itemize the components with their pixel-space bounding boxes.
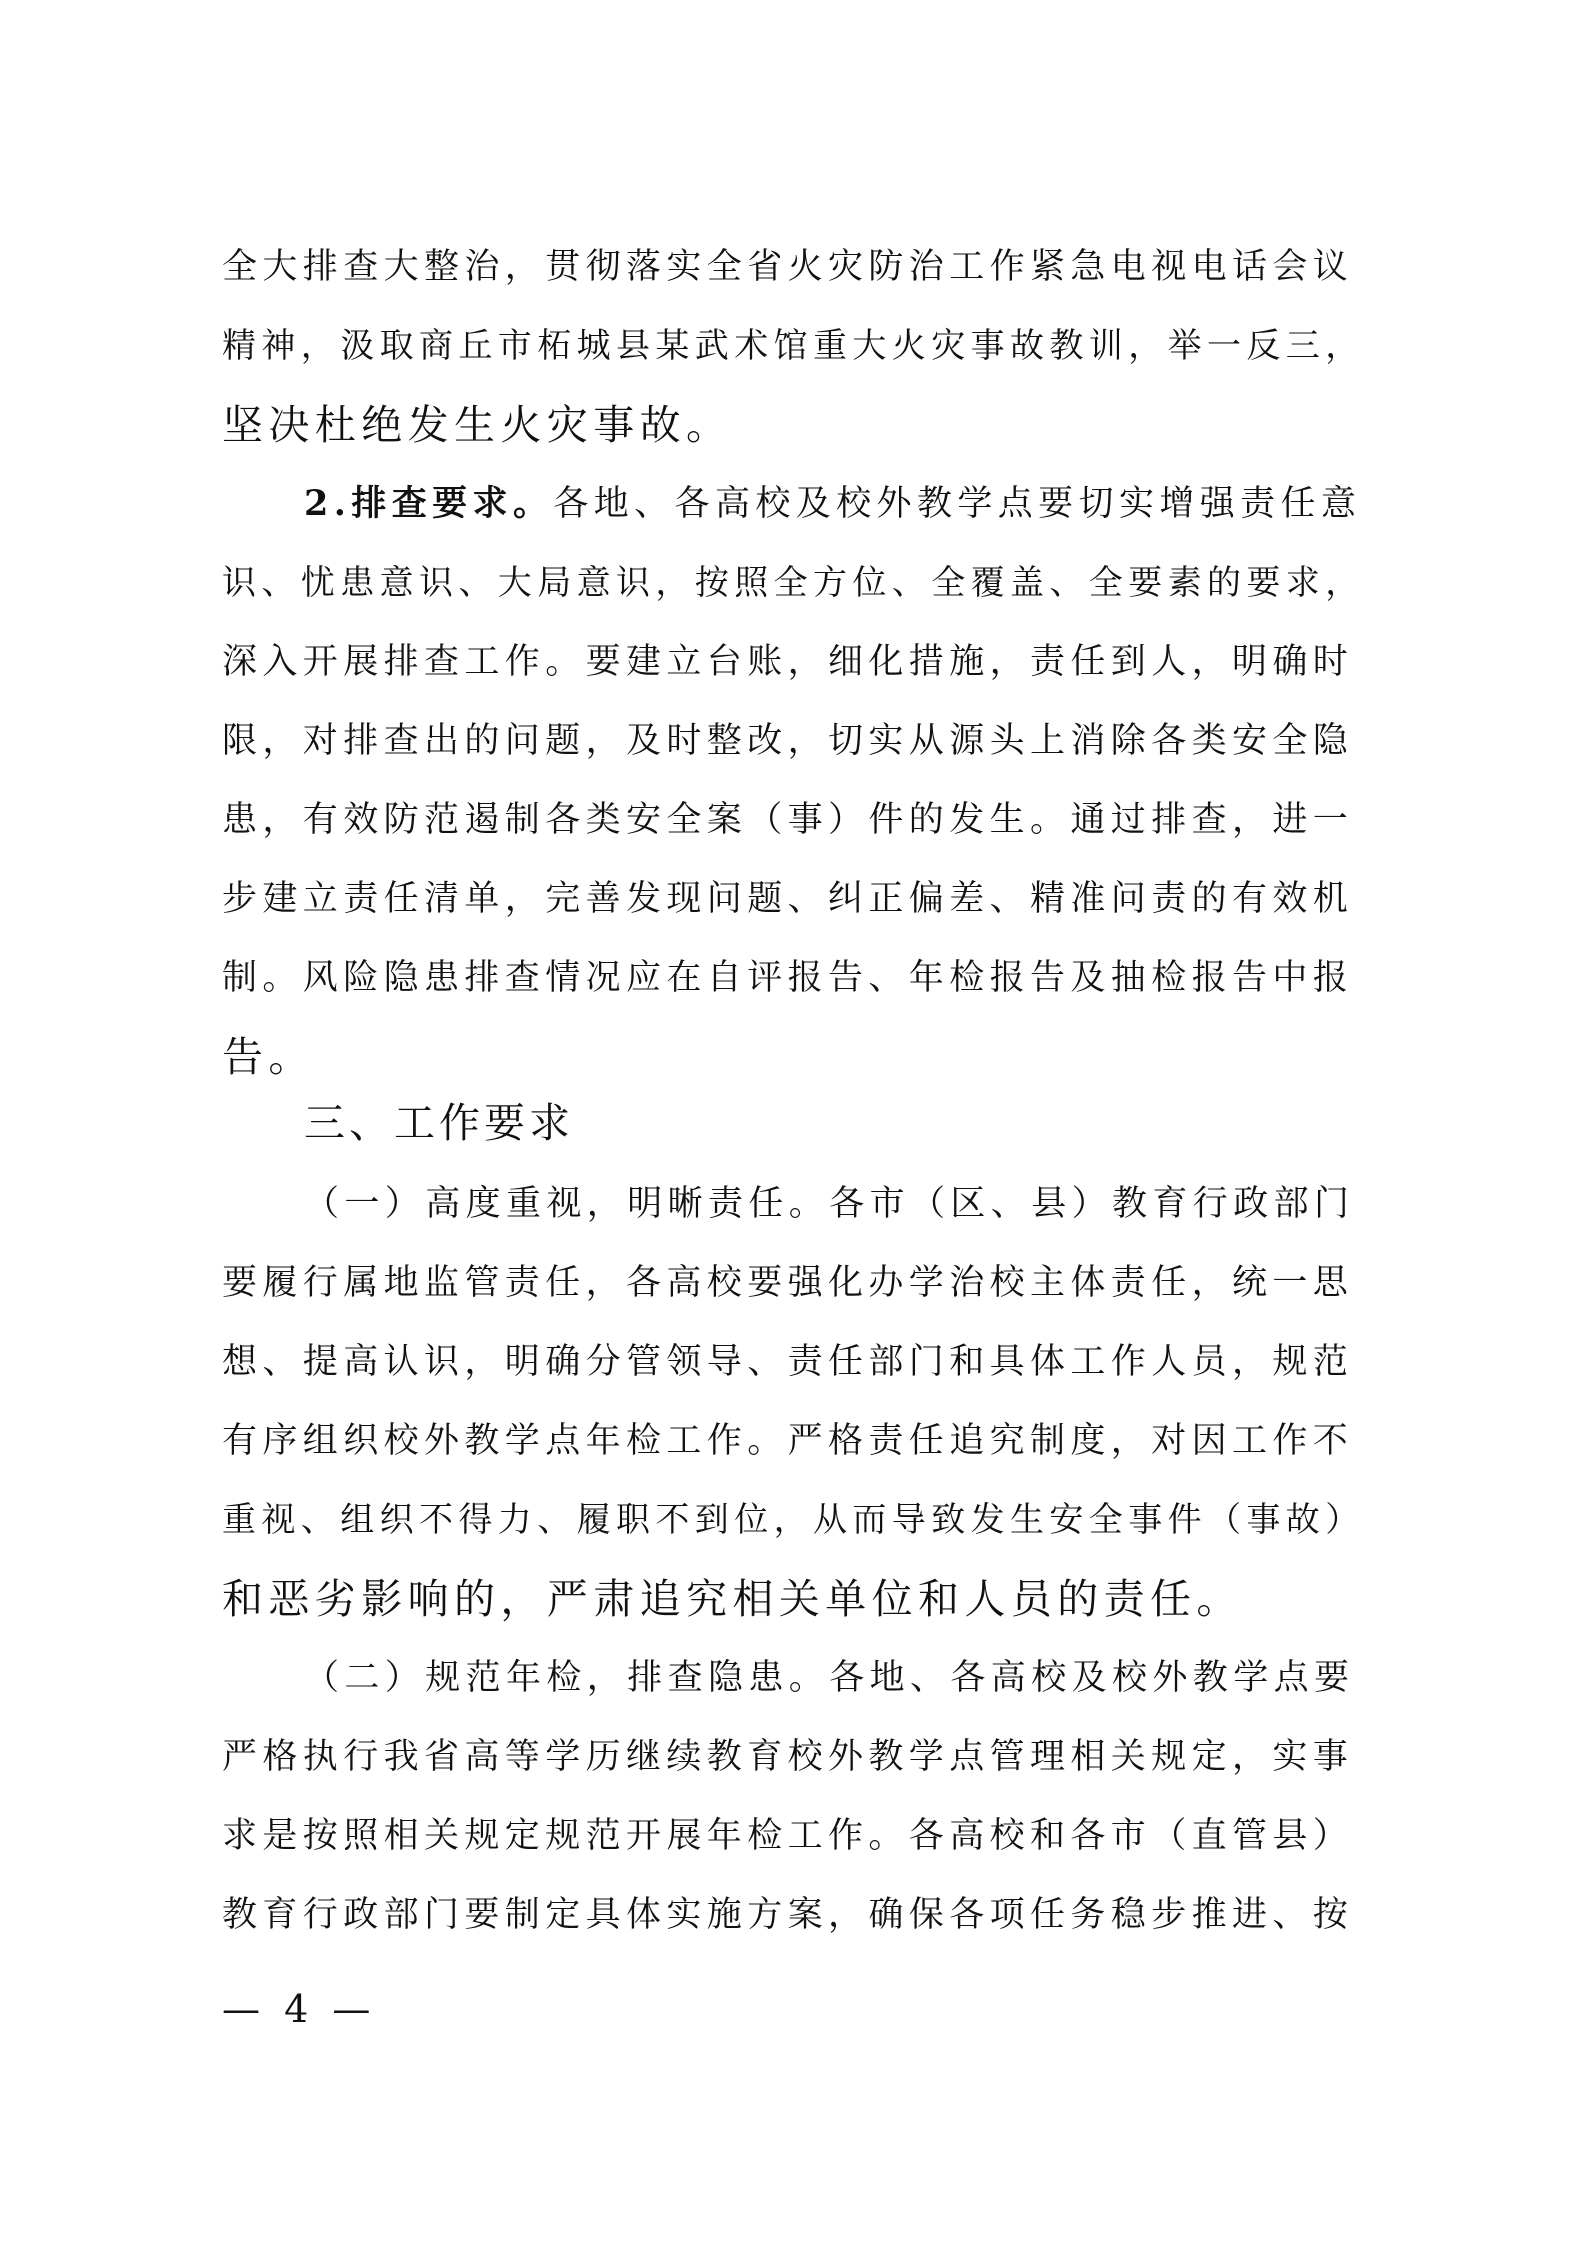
section-heading: 三、工作要求: [304, 1099, 574, 1147]
paragraph-line: 告。: [222, 1033, 315, 1081]
paragraph-first-line: （二）规范年检，排查隐患。各地、各高校及校外教学点要: [304, 1658, 1355, 1698]
paragraph-text: 各地、各高校及校外教学点要切实增强责任意: [553, 484, 1362, 524]
paragraph-first-line: [304, 474, 1372, 534]
paragraph-line: 识、忧患意识、大局意识，按照全方位、全覆盖、全要素的要求，: [222, 563, 1365, 603]
paragraph-line: 教育行政部门要制定具体实施方案，确保各项任务稳步推进、按: [222, 1895, 1354, 1935]
paragraph-line: 和恶劣影响的，严肃追究相关单位和人员的责任。: [222, 1575, 1243, 1623]
paragraph-line: 精神，汲取商丘市柘城县某武术馆重大火灾事故教训，举一反三，: [222, 326, 1365, 366]
paragraph-line: 制。风险隐患排查情况应在自评报告、年检报告及抽检报告中报: [222, 958, 1354, 998]
paragraph-line: 要履行属地监管责任，各高校要强化办学治校主体责任，统一思: [222, 1263, 1354, 1303]
paragraph-line: 全大排查大整治，贯彻落实全省火灾防治工作紧急电视电话会议: [222, 247, 1354, 287]
paragraph-line: 限，对排查出的问题，及时整改，切实从源头上消除各类安全隐: [222, 721, 1354, 761]
paragraph-line: 严格执行我省高等学历继续教育校外教学点管理相关规定，实事: [222, 1737, 1354, 1777]
paragraph-line: 深入开展排查工作。要建立台账，细化措施，责任到人，明确时: [222, 642, 1354, 682]
paragraph-line: 步建立责任清单，完善发现问题、纠正偏差、精准问责的有效机: [222, 879, 1354, 919]
paragraph-line: 坚决杜绝发生火灾事故。: [222, 401, 733, 449]
paragraph-lead: 2.排查要求。: [304, 483, 554, 524]
paragraph-line: 求是按照相关规定规范开展年检工作。各高校和各市（直管县）: [222, 1816, 1354, 1856]
paragraph-line: 想、提高认识，明确分管领导、责任部门和具体工作人员，规范: [222, 1342, 1354, 1382]
paragraph-line: 患，有效防范遏制各类安全案（事）件的发生。通过排查，进一: [222, 800, 1354, 840]
paragraph-first-line: （一）高度重视，明晰责任。各市（区、县）教育行政部门: [304, 1184, 1355, 1224]
page-number: — 4 —: [222, 1987, 377, 2031]
paragraph-line: 有序组织校外教学点年检工作。严格责任追究制度，对因工作不: [222, 1421, 1354, 1461]
paragraph-line: 重视、组织不得力、履职不到位，从而导致发生安全事件（事故）: [222, 1500, 1365, 1540]
